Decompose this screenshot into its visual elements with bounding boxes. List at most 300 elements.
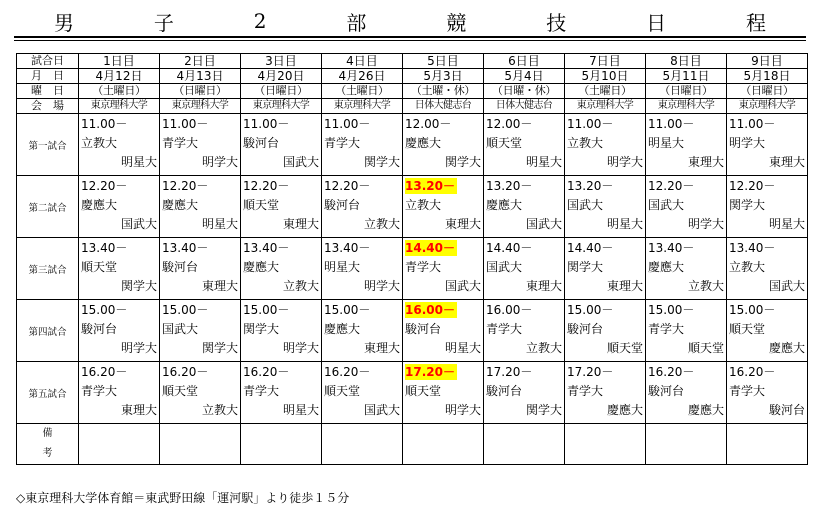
match	[403, 238, 483, 299]
match-time-highlighted: 13.20－	[405, 179, 455, 193]
game-day-cell: 6日目	[484, 54, 565, 69]
away-team: 明星大	[768, 217, 805, 231]
away-team: 国武大	[768, 279, 805, 293]
home-team: 国武大	[162, 322, 199, 336]
away-team: 慶應大	[606, 403, 643, 417]
match	[403, 362, 483, 423]
home-team: 慶應大	[81, 198, 118, 212]
venue-cell: 東京理科大学	[160, 99, 241, 114]
game-row-label: 第二試合	[17, 176, 79, 238]
match-cell	[403, 362, 484, 424]
home-team: 青学大	[486, 322, 523, 336]
match-cell	[727, 238, 808, 300]
row-label-date: 月 日	[17, 69, 79, 84]
away-team: 明学大	[687, 217, 724, 231]
away-team: 関学大	[201, 341, 238, 355]
match-cell	[241, 238, 322, 300]
away-team: 立教大	[525, 341, 562, 355]
match	[646, 300, 726, 361]
match	[160, 238, 240, 299]
game-day-cell: 8日目	[646, 54, 727, 69]
away-team: 東理大	[444, 217, 481, 231]
match-cell	[646, 362, 727, 424]
game-row	[17, 238, 808, 300]
weekday-cell: （土曜・休）	[403, 84, 484, 99]
row-label-venue: 会 場	[17, 99, 79, 114]
venue-cell: 東京理科大学	[79, 99, 160, 114]
game-row	[17, 176, 808, 238]
match-cell	[484, 238, 565, 300]
notes-cell	[160, 424, 241, 465]
home-team: 立教大	[81, 136, 118, 150]
match-time: 14.40－	[567, 241, 614, 255]
match-cell	[484, 300, 565, 362]
home-team: 青学大	[405, 260, 442, 274]
match-cell	[79, 238, 160, 300]
home-team: 順天堂	[324, 384, 361, 398]
game-row	[17, 300, 808, 362]
match-time: 13.40－	[81, 241, 128, 255]
home-team: 駿河台	[567, 322, 604, 336]
match-time: 12.00－	[486, 117, 533, 131]
home-team: 駿河台	[405, 322, 442, 336]
match	[322, 300, 402, 361]
home-team: 青学大	[81, 384, 118, 398]
match-time: 16.20－	[243, 365, 290, 379]
match-time: 11.00－	[162, 117, 209, 131]
match-time: 16.20－	[648, 365, 695, 379]
match	[727, 362, 807, 423]
home-team: 慶應大	[486, 198, 523, 212]
home-team: 順天堂	[486, 136, 523, 150]
date-cell: 4月20日	[241, 69, 322, 84]
match	[727, 114, 807, 175]
game-day-cell: 4日目	[322, 54, 403, 69]
game-row-label: 第三試合	[17, 238, 79, 300]
match	[727, 238, 807, 299]
game-row	[17, 114, 808, 176]
match	[79, 362, 159, 423]
weekday-row	[17, 84, 808, 99]
match	[565, 238, 645, 299]
match-time: 16.20－	[81, 365, 128, 379]
title-char: 部	[346, 10, 367, 35]
home-team: 立教大	[567, 136, 604, 150]
match-cell	[403, 114, 484, 176]
home-team: 慶應大	[243, 260, 280, 274]
match-time: 13.40－	[729, 241, 776, 255]
away-team: 国武大	[282, 155, 319, 169]
match	[727, 300, 807, 361]
match-cell	[322, 114, 403, 176]
away-team: 国武大	[363, 403, 400, 417]
home-team: 関学大	[729, 198, 766, 212]
weekday-cell: （土曜日）	[322, 84, 403, 99]
notes-label-2: 考	[42, 448, 53, 459]
match-time: 15.00－	[324, 303, 371, 317]
match	[241, 362, 321, 423]
match	[322, 114, 402, 175]
match	[241, 238, 321, 299]
match-cell	[646, 176, 727, 238]
match	[160, 114, 240, 175]
game-row-label: 第一試合	[17, 114, 79, 176]
weekday-cell: （日曜日）	[241, 84, 322, 99]
home-team: 立教大	[405, 198, 442, 212]
match-time: 11.00－	[648, 117, 695, 131]
row-label-game-day: 試合日	[17, 54, 79, 69]
match	[484, 300, 564, 361]
home-team: 順天堂	[729, 322, 766, 336]
match-time: 16.20－	[324, 365, 371, 379]
away-team: 関学大	[444, 155, 481, 169]
notes-label-1: 備	[42, 428, 53, 439]
match-cell	[403, 238, 484, 300]
match	[484, 176, 564, 237]
match-time: 15.00－	[567, 303, 614, 317]
match-cell	[565, 114, 646, 176]
away-team: 国武大	[444, 279, 481, 293]
away-team: 国武大	[525, 217, 562, 231]
match-time: 12.20－	[81, 179, 128, 193]
schedule-table	[16, 53, 808, 465]
match-cell	[403, 300, 484, 362]
date-cell: 5月3日	[403, 69, 484, 84]
home-team: 順天堂	[243, 198, 280, 212]
match-cell	[79, 114, 160, 176]
match	[565, 300, 645, 361]
home-team: 順天堂	[81, 260, 118, 274]
away-team: 立教大	[687, 279, 724, 293]
match-time: 17.20－	[486, 365, 533, 379]
notes-cell	[403, 424, 484, 465]
match	[646, 176, 726, 237]
match-time: 15.00－	[243, 303, 290, 317]
game-row-label: 第五試合	[17, 362, 79, 424]
game-day-cell: 7日目	[565, 54, 646, 69]
match-cell	[646, 114, 727, 176]
match-time: 11.00－	[729, 117, 776, 131]
match-cell	[727, 176, 808, 238]
match-cell	[241, 362, 322, 424]
title-char: 競	[446, 10, 467, 35]
away-team: 明学大	[282, 341, 319, 355]
date-row	[17, 69, 808, 84]
game-day-row	[17, 54, 808, 69]
home-team: 慶應大	[648, 260, 685, 274]
weekday-cell: （日曜日）	[160, 84, 241, 99]
away-team: 東理大	[201, 279, 238, 293]
away-team: 立教大	[201, 403, 238, 417]
match-time: 15.00－	[729, 303, 776, 317]
match	[160, 176, 240, 237]
match-time: 11.00－	[567, 117, 614, 131]
home-team: 国武大	[648, 198, 685, 212]
game-row-label: 第四試合	[17, 300, 79, 362]
game-day-cell: 1日目	[79, 54, 160, 69]
match	[79, 114, 159, 175]
match-time: 12.20－	[648, 179, 695, 193]
match-cell	[565, 238, 646, 300]
away-team: 明学大	[120, 341, 157, 355]
match	[241, 176, 321, 237]
away-team: 国武大	[120, 217, 157, 231]
match	[322, 176, 402, 237]
date-cell: 4月26日	[322, 69, 403, 84]
away-team: 関学大	[120, 279, 157, 293]
home-team: 国武大	[567, 198, 604, 212]
match-cell	[565, 362, 646, 424]
away-team: 東理大	[768, 155, 805, 169]
away-team: 明星大	[525, 155, 562, 169]
home-team: 駿河台	[648, 384, 685, 398]
match	[646, 114, 726, 175]
match-time: 11.00－	[81, 117, 128, 131]
match-time: 16.20－	[162, 365, 209, 379]
match-cell	[403, 176, 484, 238]
match-time: 13.40－	[162, 241, 209, 255]
row-label-weekday: 曜 日	[17, 84, 79, 99]
away-team: 明星大	[444, 341, 481, 355]
match	[322, 238, 402, 299]
game-day-cell: 5日目	[403, 54, 484, 69]
match	[403, 114, 483, 175]
date-cell: 5月18日	[727, 69, 808, 84]
away-team: 明学大	[363, 279, 400, 293]
match	[484, 362, 564, 423]
match-time: 15.00－	[648, 303, 695, 317]
away-team: 東理大	[606, 279, 643, 293]
notes-cell	[646, 424, 727, 465]
match-cell	[160, 176, 241, 238]
weekday-cell: （日曜日）	[646, 84, 727, 99]
match	[241, 300, 321, 361]
home-team: 明学大	[729, 136, 766, 150]
away-team: 東理大	[687, 155, 724, 169]
away-team: 立教大	[363, 217, 400, 231]
home-team: 順天堂	[162, 384, 199, 398]
away-team: 明学大	[201, 155, 238, 169]
weekday-cell: （土曜日）	[79, 84, 160, 99]
match-cell	[322, 362, 403, 424]
away-team: 明星大	[201, 217, 238, 231]
match-cell	[322, 238, 403, 300]
match-time: 16.20－	[729, 365, 776, 379]
venue-cell: 東京理科大学	[727, 99, 808, 114]
match-time: 15.00－	[81, 303, 128, 317]
venue-cell: 東京理科大学	[646, 99, 727, 114]
title-underline-thin	[14, 40, 806, 41]
home-team: 駿河台	[162, 260, 199, 274]
notes-cell	[484, 424, 565, 465]
venue-cell: 日体大健志台	[403, 99, 484, 114]
match-cell	[160, 300, 241, 362]
title-char: 技	[546, 10, 567, 35]
match-cell	[484, 176, 565, 238]
notes-cell	[79, 424, 160, 465]
home-team: 立教大	[729, 260, 766, 274]
date-cell: 5月4日	[484, 69, 565, 84]
match-cell	[79, 176, 160, 238]
away-team: 関学大	[525, 403, 562, 417]
away-team: 明星大	[606, 217, 643, 231]
venue-cell: 東京理科大学	[322, 99, 403, 114]
away-team: 明学大	[444, 403, 481, 417]
away-team: 明星大	[120, 155, 157, 169]
home-team: 青学大	[729, 384, 766, 398]
match-time: 12.20－	[243, 179, 290, 193]
home-team: 青学大	[243, 384, 280, 398]
home-team: 青学大	[324, 136, 361, 150]
match-cell	[322, 300, 403, 362]
match	[484, 114, 564, 175]
match	[484, 238, 564, 299]
title-underline	[14, 36, 806, 38]
match-time: 13.40－	[243, 241, 290, 255]
match	[160, 362, 240, 423]
home-team: 慶應大	[405, 136, 442, 150]
away-team: 立教大	[282, 279, 319, 293]
match	[403, 176, 483, 237]
date-cell: 5月11日	[646, 69, 727, 84]
match-time: 14.40－	[486, 241, 533, 255]
date-cell: 4月13日	[160, 69, 241, 84]
home-team: 駿河台	[81, 322, 118, 336]
venue-cell: 東京理科大学	[565, 99, 646, 114]
match-time: 15.00－	[162, 303, 209, 317]
weekday-cell: （土曜日）	[565, 84, 646, 99]
home-team: 慶應大	[324, 322, 361, 336]
match-cell	[241, 300, 322, 362]
match	[565, 362, 645, 423]
match-time: 16.00－	[486, 303, 533, 317]
match-cell	[727, 300, 808, 362]
away-team: 東理大	[120, 403, 157, 417]
match	[403, 300, 483, 361]
match-cell	[160, 362, 241, 424]
venue-cell: 日体大健志台	[484, 99, 565, 114]
home-team: 青学大	[162, 136, 199, 150]
title-char: 2	[253, 9, 267, 33]
away-team: 駿河台	[768, 403, 805, 417]
home-team: 明星大	[648, 136, 685, 150]
away-team: 明星大	[282, 403, 319, 417]
match-time: 17.20－	[567, 365, 614, 379]
notes-cell	[322, 424, 403, 465]
title-char: 子	[153, 10, 174, 35]
match-time: 12.00－	[405, 117, 452, 131]
away-team: 東理大	[282, 217, 319, 231]
title-char: 男	[53, 10, 74, 35]
match	[646, 362, 726, 423]
match	[565, 114, 645, 175]
match-cell	[565, 300, 646, 362]
match	[79, 238, 159, 299]
home-team: 青学大	[567, 384, 604, 398]
match-cell	[484, 362, 565, 424]
away-team: 慶應大	[768, 341, 805, 355]
match-time: 12.20－	[162, 179, 209, 193]
date-cell: 4月12日	[79, 69, 160, 84]
match	[646, 238, 726, 299]
away-team: 関学大	[363, 155, 400, 169]
notes-cell	[727, 424, 808, 465]
match-cell	[241, 176, 322, 238]
match-cell	[727, 362, 808, 424]
match	[727, 176, 807, 237]
home-team: 関学大	[243, 322, 280, 336]
match-time: 13.20－	[486, 179, 533, 193]
match	[322, 362, 402, 423]
home-team: 順天堂	[405, 384, 442, 398]
away-team: 明学大	[606, 155, 643, 169]
match-time: 12.20－	[324, 179, 371, 193]
match-cell	[322, 176, 403, 238]
home-team: 駿河台	[243, 136, 280, 150]
page-title	[14, 8, 806, 34]
venue-cell: 東京理科大学	[241, 99, 322, 114]
match-cell	[484, 114, 565, 176]
game-day-cell: 3日目	[241, 54, 322, 69]
home-team: 関学大	[567, 260, 604, 274]
match-cell	[79, 362, 160, 424]
match-cell	[565, 176, 646, 238]
away-team: 東理大	[363, 341, 400, 355]
away-team: 順天堂	[687, 341, 724, 355]
away-team: 東理大	[525, 279, 562, 293]
game-row	[17, 362, 808, 424]
match-cell	[160, 238, 241, 300]
match-cell	[646, 300, 727, 362]
match-time: 11.00－	[324, 117, 371, 131]
match-time: 13.20－	[567, 179, 614, 193]
match-cell	[241, 114, 322, 176]
match-cell	[727, 114, 808, 176]
title-char: 日	[646, 10, 667, 35]
match-time: 13.40－	[648, 241, 695, 255]
match	[241, 114, 321, 175]
match-time: 13.40－	[324, 241, 371, 255]
match	[160, 300, 240, 361]
title-char: 程	[746, 10, 767, 35]
match	[565, 176, 645, 237]
match-time-highlighted: 14.40－	[405, 241, 455, 255]
home-team: 国武大	[486, 260, 523, 274]
game-day-cell: 2日目	[160, 54, 241, 69]
home-team: 青学大	[648, 322, 685, 336]
home-team: 明星大	[324, 260, 361, 274]
footnote: ◇東京理科大学体育館＝東武野田線「運河駅」より徒歩１５分	[16, 491, 350, 505]
match-time-highlighted: 16.00－	[405, 303, 455, 317]
match-cell	[160, 114, 241, 176]
match-time: 12.20－	[729, 179, 776, 193]
match-time-highlighted: 17.20－	[405, 365, 455, 379]
notes-cell	[565, 424, 646, 465]
date-cell: 5月10日	[565, 69, 646, 84]
home-team: 慶應大	[162, 198, 199, 212]
home-team: 駿河台	[486, 384, 523, 398]
away-team: 順天堂	[606, 341, 643, 355]
match	[79, 176, 159, 237]
match-cell	[79, 300, 160, 362]
match	[79, 300, 159, 361]
match-cell	[646, 238, 727, 300]
game-day-cell: 9日目	[727, 54, 808, 69]
home-team: 駿河台	[324, 198, 361, 212]
weekday-cell: （日曜・休）	[484, 84, 565, 99]
weekday-cell: （日曜日）	[727, 84, 808, 99]
notes-cell	[241, 424, 322, 465]
